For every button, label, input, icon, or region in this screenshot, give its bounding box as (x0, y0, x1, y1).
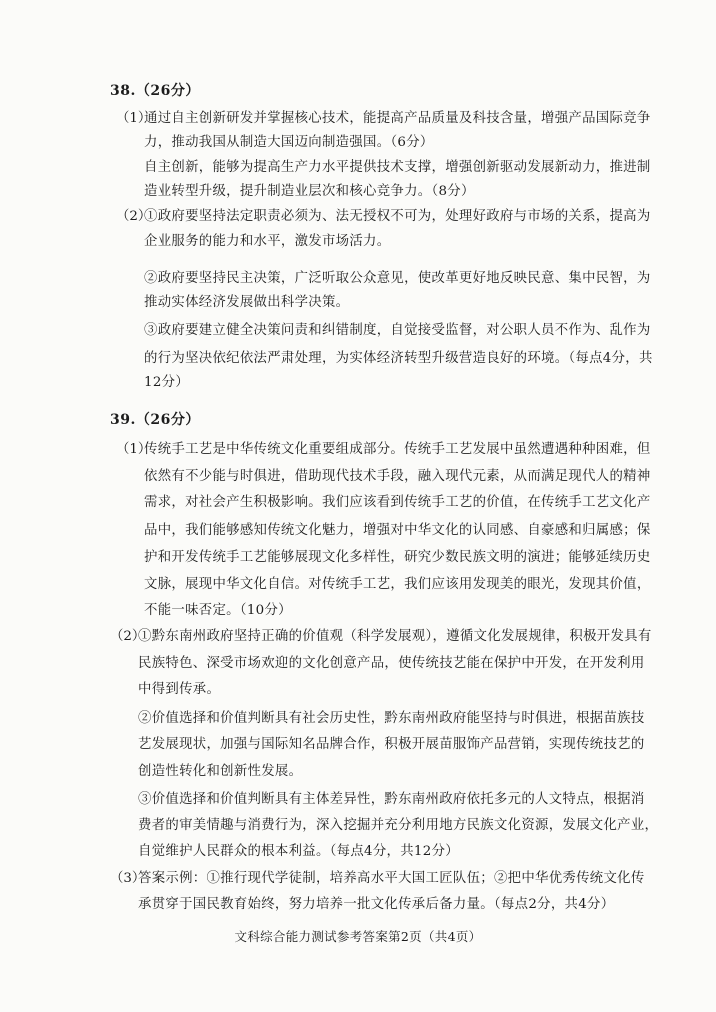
q39-part1-line: 需求，对社会产生积极影响。我们应该看到传统手工艺的价值，在传统手工艺文化产 (144, 495, 651, 510)
q39-part1-line: 文脉，展现中华文化自信。对传统手工艺，我们应该用发现美的眼光，发现其价值， (144, 577, 651, 592)
question-39-title: 39.（26分） (110, 412, 200, 428)
question-38-title: 38.（26分） (110, 83, 200, 99)
q39-part2-line: 自觉维护人民群众的根本利益。（每点4分，共12分） (138, 844, 459, 859)
q38-part2-line: 的行为坚决依纪依法严肃处理，为实体经济转型升级营造良好的环境。（每点4分，共 (144, 351, 653, 366)
q39-part1-line: 不能一味否定。（10分） (144, 603, 292, 618)
q39-part2-line: 民族特色、深受市场欢迎的文化创意产品，使传统技艺能在保护中开发，在开发利用 (138, 656, 645, 671)
q39-part2-marker: （2） (110, 629, 146, 644)
q38-part1-line: 力，推动我国从制造大国迈向制造强国。（6分） (144, 135, 434, 150)
q39-part2-line: 中得到传承。 (138, 682, 221, 697)
q39-part2-line: ③价值选择和价值判断具有主体差异性，黔东南州政府依托多元的人文特点，根据消 (138, 792, 645, 807)
q39-part1-line: 品中，我们能够感知传统文化魅力，增强对中华文化的认同感、自豪感和归属感；保 (144, 523, 651, 538)
q38-part2-marker: （2） (116, 209, 152, 224)
q38-part2-line: ②政府要坚持民主决策，广泛听取公众意见，使改革更好地反映民意、集中民智，为 (144, 271, 651, 286)
q38-part1-line: 造业转型升级，提升制造业层次和核心竞争力。（8分） (144, 184, 475, 199)
q38-part2-line: 企业服务的能力和水平，激发市场活力。 (144, 234, 391, 249)
q39-part2-line: ①黔东南州政府坚持正确的价值观（科学发展观），遵循文化发展规律，积极开发具有 (138, 629, 652, 644)
q39-part2-line: 费者的审美情趣与消费行为，深入挖掘并充分利用地方民族文化资源，发展文化产业， (138, 818, 659, 833)
q39-part1-marker: （1） (116, 442, 152, 457)
q38-part2-line: ①政府要坚持法定职责必须为、法无授权不可为，处理好政府与市场的关系，提高为 (144, 209, 651, 224)
q38-part1-marker: （1） (116, 111, 152, 126)
q39-part3-marker: （3） (110, 871, 146, 886)
q39-part3-line: 承贯穿于国民教育始终，努力培养一批文化传承后备力量。（每点2分，共4分） (138, 897, 615, 912)
q39-part1-line: 依然有不少能与时俱进，借助现代技术手段，融入现代元素，从而满足现代人的精神 (144, 469, 651, 484)
q39-part2-line: ②价值选择和价值判断具有社会历史性，黔东南州政府能坚持与时俱进，根据苗族技 (138, 711, 645, 726)
page-footer: 文科综合能力测试参考答案第2页（共4页） (234, 929, 482, 944)
q39-part3-line: 答案示例：①推行现代学徒制，培养高水平大国工匠队伍；②把中华优秀传统文化传 (138, 871, 645, 886)
q38-part1-line: 通过自主创新研发并掌握核心技术，能提高产品质量及科技含量，增强产品国际竞争 (144, 111, 651, 126)
q39-part2-line: 创造性转化和创新性发展。 (138, 764, 303, 779)
q39-part1-line: 传统手工艺是中华传统文化重要组成部分。传统手工艺发展中虽然遭遇种种困难，但 (144, 442, 651, 457)
q38-part2-line: 12分） (144, 375, 190, 390)
q39-part2-line: 艺发展现状，加强与国际知名品牌合作，积极开展苗服饰产品营销，实现传统技艺的 (138, 737, 645, 752)
q38-part1-line: 自主创新，能够为提高生产力水平提供技术支撑，增强创新驱动发展新动力，推进制 (144, 160, 651, 175)
q39-part1-line: 护和开发传统手工艺能够展现文化多样性，研究少数民族文明的演进；能够延续历史 (144, 550, 651, 565)
q38-part2-line: 推动实体经济发展做出科学决策。 (144, 295, 350, 310)
q38-part2-line: ③政府要建立健全决策问责和纠错制度，自觉接受监督，对公职人员不作为、乱作为 (144, 323, 651, 338)
